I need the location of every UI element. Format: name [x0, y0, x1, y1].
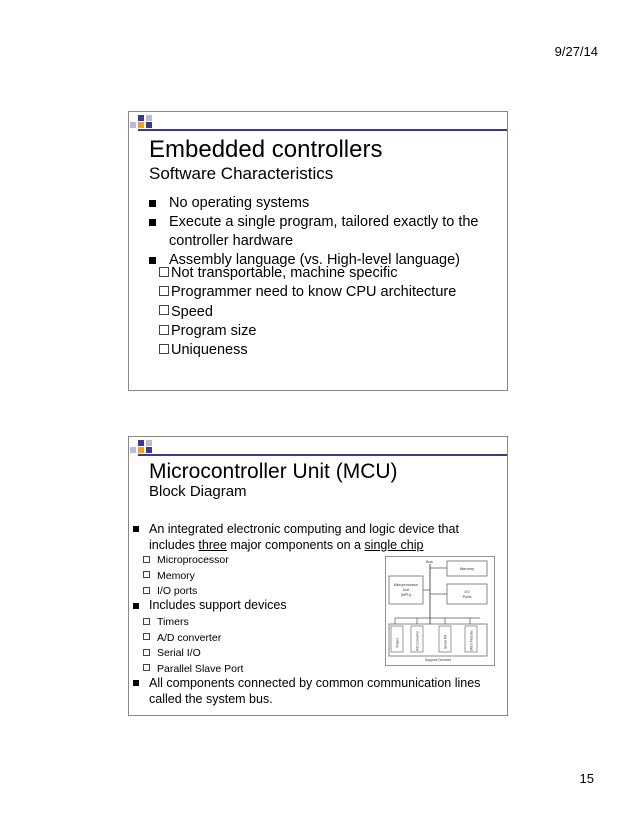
checkbox-bullet-icon [159, 267, 169, 277]
bullet-item: Includes support devices [133, 598, 287, 612]
slide-subtitle: Block Diagram [149, 483, 247, 500]
sub-bullet-item: Uniqueness [159, 341, 456, 360]
sub-bullet-item: Programmer need to know CPU architecture [159, 283, 456, 302]
checkbox-bullet-icon [159, 344, 169, 354]
sub-bullet-item: Serial I/O [143, 646, 243, 662]
svg-text:(MPU): (MPU) [400, 593, 412, 597]
checkbox-bullet-icon [143, 571, 150, 578]
checkbox-bullet-icon [159, 325, 169, 335]
bullet-item: All components connected by common communication lines called the system bus. [133, 675, 494, 707]
page-number: 15 [579, 771, 594, 786]
bullet-item: An integrated electronic computing and logic device that includes three major components on a single chip [133, 521, 478, 553]
square-bullet-icon [149, 257, 156, 264]
svg-text:I/O: I/O [464, 590, 470, 594]
sub-bullet-item: Program size [159, 322, 456, 341]
sub-bullet-list [159, 264, 456, 360]
square-bullet-icon [149, 219, 156, 226]
sub-bullet-item: Timers [143, 615, 243, 631]
component-list [143, 553, 229, 600]
page-date: 9/27/14 [554, 44, 598, 59]
square-bullet-icon [149, 200, 156, 207]
sub-bullet-item: A/D converter [143, 631, 243, 647]
svg-text:Unit: Unit [402, 588, 410, 592]
checkbox-bullet-icon [143, 618, 150, 625]
svg-text:Timers: Timers [395, 637, 400, 648]
svg-text:Bus: Bus [426, 559, 433, 564]
sub-bullet-item: I/O ports [143, 584, 229, 600]
checkbox-bullet-icon [143, 587, 150, 594]
slide-title: Microcontroller Unit (MCU) [149, 460, 398, 483]
slide-microcontroller-unit [128, 436, 508, 716]
sub-bullet-item: Memory [143, 569, 229, 585]
checkbox-bullet-icon [143, 664, 150, 671]
block-diagram-svg [385, 556, 495, 666]
square-bullet-icon [133, 680, 139, 686]
svg-text:Ports: Ports [462, 595, 472, 599]
sub-bullet-item: Not transportable, machine specific [159, 264, 456, 283]
support-device-list [143, 615, 243, 677]
svg-text:Memory: Memory [459, 566, 475, 571]
checkbox-bullet-icon [143, 556, 150, 563]
svg-text:Other Modules: Other Modules [469, 630, 474, 651]
bullet-item: Assembly language (vs. High-level language) [143, 251, 493, 270]
sub-bullet-item: Microprocessor [143, 553, 229, 569]
svg-text:Serial I/O: Serial I/O [443, 634, 448, 649]
slide-embedded-controllers [128, 111, 508, 391]
bullet-list [143, 194, 493, 270]
checkbox-bullet-icon [143, 649, 150, 656]
io-ports-block [447, 584, 487, 604]
sub-bullet-item: Speed [159, 303, 456, 322]
bullet-item: No operating systems [143, 194, 493, 213]
checkbox-bullet-icon [159, 305, 169, 315]
svg-text:A/D Converter: A/D Converter [415, 630, 420, 651]
square-bullet-icon [133, 526, 139, 532]
svg-text:Support Devices: Support Devices [424, 658, 452, 662]
checkbox-bullet-icon [143, 633, 150, 640]
slide-subtitle: Software Characteristics [149, 164, 334, 183]
bullet-list [133, 521, 478, 553]
bullet-item: Execute a single program, tailored exactly to the controller hardware [143, 213, 493, 251]
square-bullet-icon [133, 603, 139, 609]
svg-text:Microprocessor: Microprocessor [393, 583, 419, 587]
sub-bullet-item: Parallel Slave Port [143, 662, 243, 678]
mcu-block-diagram [385, 556, 495, 666]
checkbox-bullet-icon [159, 286, 169, 296]
slide-title: Embedded controllers [149, 136, 383, 163]
